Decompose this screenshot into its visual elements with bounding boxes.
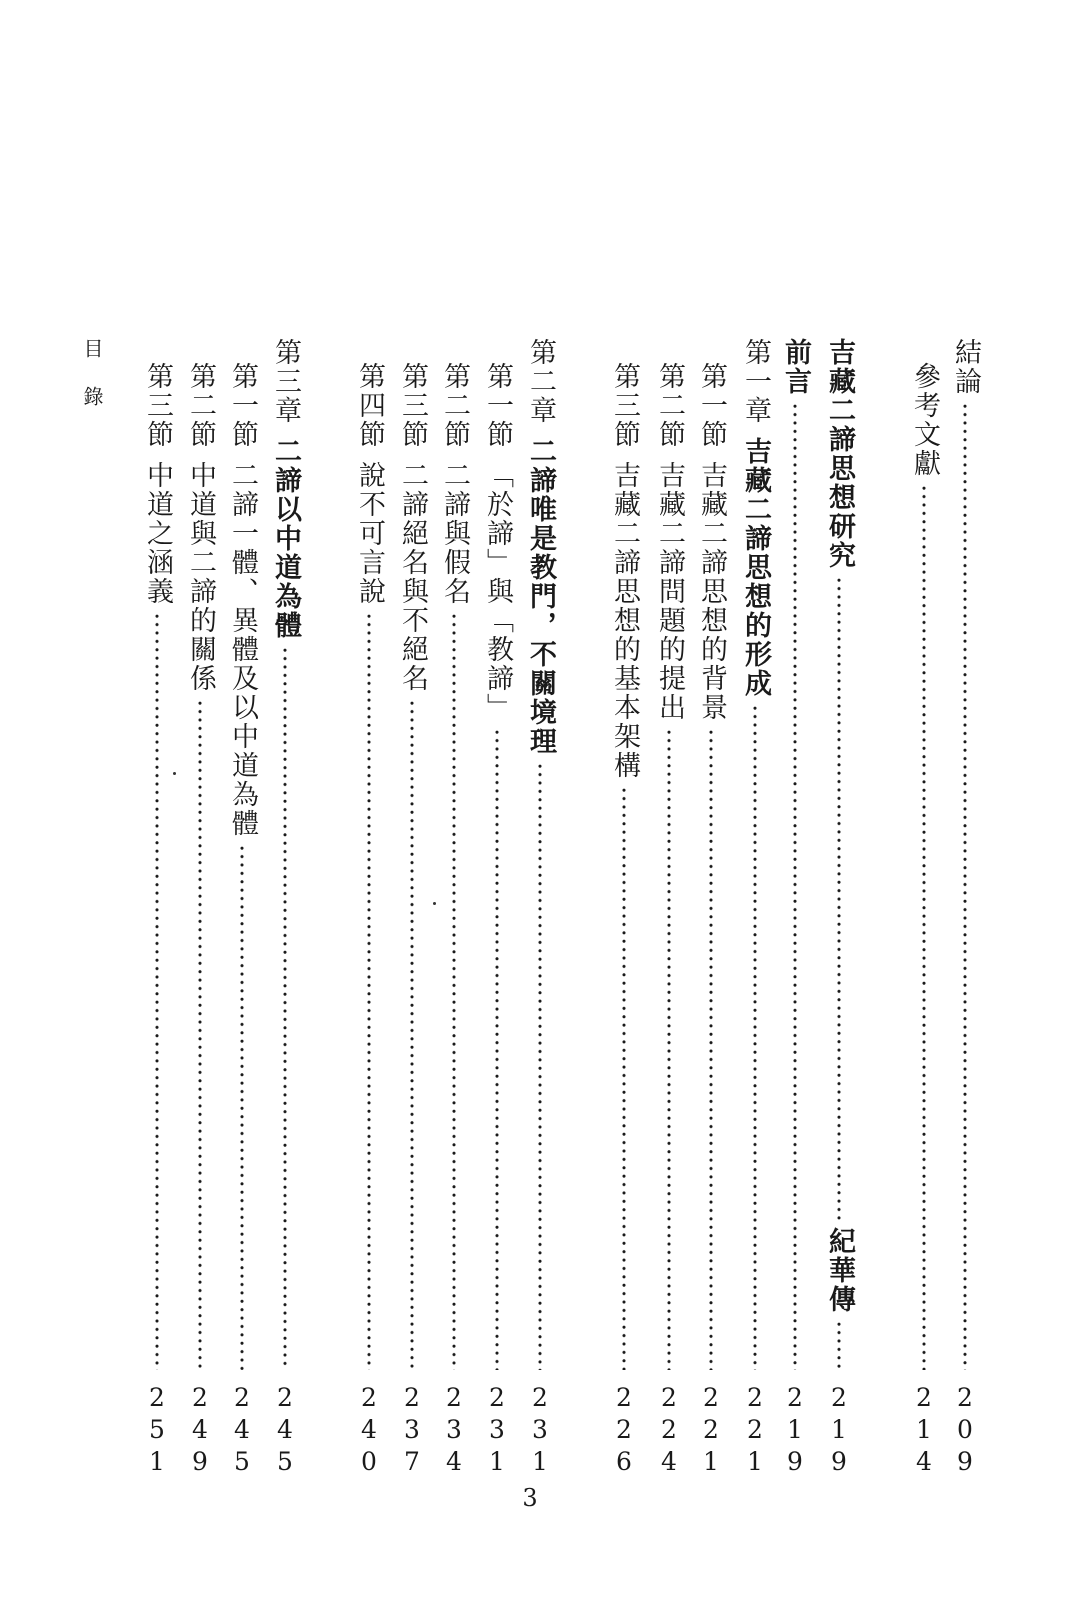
dot-leader bbox=[752, 704, 758, 1370]
toc-entry[interactable] bbox=[907, 338, 941, 1478]
page-digit: 2 bbox=[703, 1415, 719, 1444]
toc-entry[interactable] bbox=[183, 338, 217, 1478]
toc-entry[interactable] bbox=[352, 338, 386, 1478]
page-digit: 2 bbox=[747, 1415, 763, 1444]
dot-leader bbox=[282, 646, 288, 1370]
toc-entry[interactable] bbox=[268, 338, 302, 1478]
page-digit: 5 bbox=[234, 1447, 250, 1476]
page-digit: 3 bbox=[532, 1415, 548, 1444]
print-speck bbox=[433, 902, 436, 905]
dot-leader bbox=[836, 1320, 842, 1370]
dot-leader bbox=[537, 762, 543, 1370]
toc-entry-label: 第三章 bbox=[270, 338, 301, 425]
page-digit: 2 bbox=[957, 1383, 973, 1412]
page-digit: 2 bbox=[361, 1383, 377, 1412]
toc-entry-title: 前言 bbox=[780, 338, 811, 396]
toc-entry-page bbox=[140, 1382, 174, 1478]
toc-entry-title: 結論 bbox=[950, 338, 981, 396]
page-digit: 2 bbox=[747, 1383, 763, 1412]
toc-entry-label: 第一章 bbox=[740, 338, 771, 425]
page-digit: 2 bbox=[703, 1383, 719, 1412]
page-digit: 2 bbox=[192, 1383, 208, 1412]
page-digit: 1 bbox=[787, 1415, 803, 1444]
page-digit: 7 bbox=[404, 1447, 420, 1476]
page-digit: 4 bbox=[234, 1415, 250, 1444]
toc-entry[interactable] bbox=[140, 338, 174, 1478]
toc-entry-title: 二諦唯是教門，不關境理 bbox=[525, 437, 556, 756]
page-digit: 5 bbox=[149, 1415, 165, 1444]
dot-leader bbox=[366, 612, 372, 1370]
toc-entry[interactable] bbox=[738, 338, 772, 1478]
toc-entry-title: 二諦以中道為體 bbox=[270, 437, 301, 640]
page-digit: 2 bbox=[489, 1383, 505, 1412]
toc-entry-label: 第三節 bbox=[397, 362, 428, 449]
page-digit: 9 bbox=[787, 1447, 803, 1476]
toc-entry-label: 第二節 bbox=[654, 362, 685, 449]
dot-leader bbox=[451, 612, 457, 1370]
page-digit: 0 bbox=[957, 1415, 973, 1444]
toc-entry-title: 說不可言說 bbox=[354, 461, 385, 606]
page-digit: 9 bbox=[192, 1447, 208, 1476]
toc-entry-label: 第一節 bbox=[482, 362, 513, 449]
page-digit: 1 bbox=[149, 1447, 165, 1476]
toc-entry-page bbox=[268, 1382, 302, 1478]
page-digit: 2 bbox=[661, 1383, 677, 1412]
page-digit: 1 bbox=[489, 1447, 505, 1476]
page-digit: 2 bbox=[234, 1383, 250, 1412]
toc-entry-title: 吉藏二諦思想研究 bbox=[824, 338, 855, 570]
toc-entry-author: 紀華傳 bbox=[824, 1227, 855, 1314]
dot-leader bbox=[621, 786, 627, 1370]
toc-entry-label: 第二節 bbox=[439, 362, 470, 449]
page-digit: 4 bbox=[661, 1447, 677, 1476]
toc-entry-title: 二諦與假名 bbox=[439, 461, 470, 606]
dot-leader bbox=[666, 728, 672, 1370]
page-digit: 5 bbox=[277, 1447, 293, 1476]
page-digit: 1 bbox=[916, 1415, 932, 1444]
dot-leader bbox=[962, 402, 968, 1370]
dot-leader bbox=[921, 484, 927, 1370]
page-digit: 9 bbox=[831, 1447, 847, 1476]
toc-entry-title: 吉藏二諦問題的提出 bbox=[654, 461, 685, 722]
page-digit: 2 bbox=[787, 1383, 803, 1412]
toc-entry-page bbox=[437, 1382, 471, 1478]
toc-entry-page bbox=[607, 1382, 641, 1478]
page-digit: 2 bbox=[404, 1383, 420, 1412]
page-digit: 3 bbox=[404, 1415, 420, 1444]
toc-entry[interactable] bbox=[480, 338, 514, 1478]
toc-entry-page bbox=[778, 1382, 812, 1478]
page-digit: 2 bbox=[149, 1383, 165, 1412]
toc-entry-page bbox=[225, 1382, 259, 1478]
page-digit: 9 bbox=[957, 1447, 973, 1476]
toc-entry-page bbox=[480, 1382, 514, 1478]
toc-entry-label: 第一節 bbox=[227, 362, 258, 449]
toc-entry-label: 第一節 bbox=[696, 362, 727, 449]
page-digit: 2 bbox=[532, 1383, 548, 1412]
dot-leader bbox=[154, 612, 160, 1370]
toc-entry[interactable] bbox=[694, 338, 728, 1478]
toc-entry-label: 第二章 bbox=[525, 338, 556, 425]
toc-entry[interactable] bbox=[437, 338, 471, 1478]
toc-entry-page bbox=[694, 1382, 728, 1478]
page-digit: 2 bbox=[661, 1415, 677, 1444]
toc-entry[interactable] bbox=[225, 338, 259, 1478]
page-digit: 1 bbox=[703, 1447, 719, 1476]
toc-entry-title: 「於諦」與「教諦」 bbox=[482, 461, 513, 722]
toc-entry-label: 第三節 bbox=[609, 362, 640, 449]
toc-entry-label: 第二節 bbox=[185, 362, 216, 449]
toc-entry-title: 二諦絕名與不絕名 bbox=[397, 461, 428, 693]
dot-leader bbox=[409, 699, 415, 1370]
page-digit: 4 bbox=[361, 1415, 377, 1444]
toc-entry-title: 中道之涵義 bbox=[142, 461, 173, 606]
dot-leader bbox=[239, 844, 245, 1370]
page-digit: 1 bbox=[831, 1415, 847, 1444]
dot-leader bbox=[792, 402, 798, 1370]
dot-leader bbox=[708, 728, 714, 1370]
page-digit: 2 bbox=[277, 1383, 293, 1412]
page-digit: 2 bbox=[916, 1383, 932, 1412]
toc-entry-title: 中道與二諦的關係 bbox=[185, 461, 216, 693]
toc-entry[interactable] bbox=[822, 338, 856, 1478]
toc-entry-page bbox=[738, 1382, 772, 1478]
toc-entry-page bbox=[822, 1382, 856, 1478]
toc-entry-page bbox=[907, 1382, 941, 1478]
toc-entry-label: 第三節 bbox=[142, 362, 173, 449]
dot-leader bbox=[197, 699, 203, 1370]
running-head: 目錄 bbox=[80, 338, 104, 434]
toc-entry[interactable] bbox=[948, 338, 982, 1478]
toc-entry[interactable] bbox=[778, 338, 812, 1478]
page-digit: 1 bbox=[747, 1447, 763, 1476]
toc-entry[interactable] bbox=[652, 338, 686, 1478]
page-digit: 4 bbox=[277, 1415, 293, 1444]
toc-entry-title: 吉藏二諦思想的形成 bbox=[740, 437, 771, 698]
print-speck bbox=[173, 772, 176, 775]
page-digit: 4 bbox=[192, 1415, 208, 1444]
toc-entry-title: 吉藏二諦思想的基本架構 bbox=[609, 461, 640, 780]
toc-entry-page bbox=[183, 1382, 217, 1478]
page-digit: 2 bbox=[446, 1383, 462, 1412]
toc-entry[interactable] bbox=[607, 338, 641, 1478]
toc-entry[interactable] bbox=[523, 338, 557, 1478]
page-number: 3 bbox=[522, 1484, 538, 1512]
toc-entry-page bbox=[652, 1382, 686, 1478]
toc-entry-page bbox=[395, 1382, 429, 1478]
toc-entry-title: 吉藏二諦思想的背景 bbox=[696, 461, 727, 722]
toc-entry[interactable] bbox=[395, 338, 429, 1478]
toc-entry-title: 二諦一體、異體及以中道為體 bbox=[227, 461, 258, 838]
toc-entry-page bbox=[523, 1382, 557, 1478]
dot-leader bbox=[494, 728, 500, 1370]
page-digit: 6 bbox=[616, 1447, 632, 1476]
page-digit: 4 bbox=[446, 1447, 462, 1476]
page-digit: 4 bbox=[916, 1447, 932, 1476]
toc-entry-title: 參考文獻 bbox=[909, 362, 940, 478]
toc-entry-page bbox=[948, 1382, 982, 1478]
page-digit: 2 bbox=[616, 1415, 632, 1444]
page-digit: 3 bbox=[489, 1415, 505, 1444]
page-digit: 2 bbox=[616, 1383, 632, 1412]
dot-leader bbox=[836, 576, 842, 1221]
page-digit: 1 bbox=[532, 1447, 548, 1476]
page-digit: 0 bbox=[361, 1447, 377, 1476]
toc-entry-page bbox=[352, 1382, 386, 1478]
page-digit: 2 bbox=[831, 1383, 847, 1412]
page-digit: 3 bbox=[446, 1415, 462, 1444]
toc-entry-label: 第四節 bbox=[354, 362, 385, 449]
